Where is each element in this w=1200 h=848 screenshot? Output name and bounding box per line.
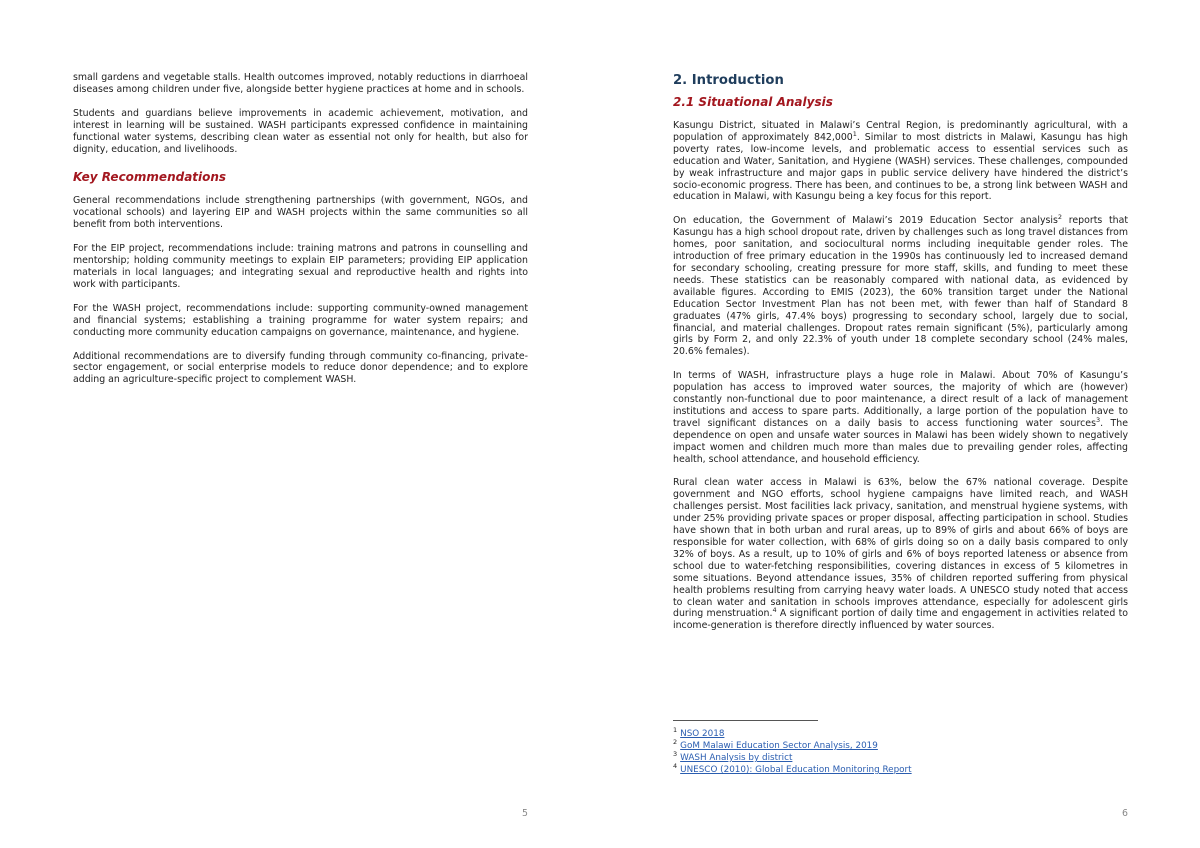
footnote-divider [673, 720, 818, 721]
footnote-number: 4 [673, 762, 678, 771]
text-run: In terms of WASH, infrastructure plays a huge role in Malawi. About 70% of Kasungu’s population has access to improved water sources, the majority of which are (however) constantly non-functional due to poor maintenance, a direct result of a lack of management institutions and access to spare parts. Additionally, a large portion of the population have to travel significant distances on a daily basis to access functioning water sources [673, 370, 1128, 429]
paragraph [673, 120, 1128, 203]
paragraph: small gardens and vegetable stalls. Health outcomes improved, notably reductions in diarrhoeal diseases among children under five, alongside better hygiene practices at home and in schools. [73, 72, 528, 95]
text-run: reports that Kasungu has a high school dropout rate, driven by challenges such as long travel distances from homes, poor sanitation, and sociocultural norms including inequitable gender roles. The introduction of free primary education in the 1990s has continuously led to increased demand for secondary schooling, creating pressure for more staff, skills, and funding to meet these needs. These statistics can be reasonably compared with national data, as evidenced by available figures. According to EMIS (2023), the 60% transition target under the National Education Sector Investment Plan has not been met, with fewer than half of Standard 8 graduates (47% girls, 47.4% boys) progressing to secondary school, largely due to social, financial, and material challenges. Dropout rates remain significant (5%), particularly among girls by Form 2, and only 22.3% of youth under 18 complete secondary school (24% males, 20.6% females). [673, 215, 1128, 358]
paragraph: For the EIP project, recommendations include: training matrons and patrons in counselling and mentorship; holding community meetings to explain EIP parameters; providing EIP application materials in local languages; and integrating sexual and reproductive health and rights into work with participants. [73, 243, 528, 290]
footnote [673, 764, 1128, 776]
paragraph [673, 477, 1128, 632]
page-number: 5 [522, 808, 528, 819]
subsection-heading: 2.1 Situational Analysis [673, 95, 833, 109]
footnote [673, 752, 1128, 764]
footnote-ref[interactable]: 3 [1095, 415, 1101, 424]
footnote-link[interactable]: NSO 2018 [680, 729, 725, 739]
text-run: Kasungu District, situated in Malawi’s Central Region, is predominantly agricultural, with a population of approximately 842,000 [673, 120, 1128, 143]
footnote-ref[interactable]: 2 [1057, 213, 1063, 222]
footnote-number: 2 [673, 738, 678, 747]
page-6 [600, 0, 1200, 848]
section-heading: 2. Introduction [673, 73, 784, 88]
text-run: On education, the Government of Malawi’s 2019 Education Sector analysis [673, 215, 1058, 227]
paragraph [673, 215, 1128, 358]
text-run: . The dependence on open and unsafe water sources in Malawi has been widely shown to negatively impact women and children much more than males due to prevailing gender roles, affecting health, school attendance, and household efficiency. [673, 417, 1128, 465]
paragraph: Students and guardians believe improvements in academic achievement, motivation, and interest in learning will be sustained. WASH participants expressed confidence in maintaining functional water systems, describing clean water as essential not only for health, but also for dignity, education, and livelihoods. [73, 107, 528, 155]
footnote-link[interactable]: UNESCO (2010): Global Education Monitoring Report [680, 765, 912, 775]
footnote-ref[interactable]: 4 [772, 606, 777, 615]
key-recommendations-heading: Key Recommendations [73, 170, 227, 185]
footnote-link[interactable]: GoM Malawi Education Sector Analysis, 2019 [680, 741, 878, 751]
footnote-number: 1 [673, 726, 678, 735]
footnote-number: 3 [673, 750, 678, 759]
page-number: 6 [1122, 808, 1128, 819]
footnote-ref[interactable]: 1 [852, 129, 857, 138]
text-run: A significant portion of daily time and engagement in activities related to income-generation is therefore directly influenced by water sources. [673, 608, 1129, 632]
right-column [673, 72, 1128, 644]
paragraph: For the WASH project, recommendations include: supporting community-owned management and financial systems; establishing a training programme for water system repairs; and conducting more community education campaigns on governance, maintenance, and hygiene. [73, 302, 528, 338]
footnotes [673, 728, 1128, 776]
paragraph: Additional recommendations are to diversify funding through community co-financing, private-sector engagement, or social enterprise models to reduce donor dependence; and to explore adding an agriculture-specific project to complement WASH. [73, 350, 528, 386]
text-run: Rural clean water access in Malawi is 63%, below the 67% national coverage. Despite government and NGO efforts, school hygiene campaigns have limited reach, and WASH challenges persist. Most facilities lack privacy, sanitation, and menstrual hygiene systems, with under 25% providing private spaces or proper disposal, affecting participation in school. Studies have shown that in both urban and rural areas, up to 89% of girls and about 66% of boys are responsible for water collection, with 68% of girls doing so on a daily basis compared to only 32% of boys. As a result, up to 10% of girls and 6% of boys reported lateness or absence from school due to water-fetching responsibilities, covering distances in excess of 5 kilometres in some situations. Beyond attendance issues, 35% of children reported suffering from physical health problems resulting from carrying heavy water loads. A UNESCO study noted that access to clean water and sanitation in schools improves attendance, especially for adolescent girls during menstruation. [673, 477, 1128, 620]
footnote [673, 728, 1128, 740]
footnote-link[interactable]: WASH Analysis by district [680, 753, 793, 763]
left-column [73, 72, 528, 398]
text-run: . Similar to most districts in Malawi, Kasungu has high poverty rates, low-income levels, and problematic access to essential services such as education and Water, Sanitation, and Hygiene (WASH) services. These challenges, compounded by weak infrastructure and major gaps in public service delivery have hindered the district’s socio-economic progress. There has been, and continues to be, a strong link between WASH and education in Malawi, with Kasungu being a key focus for this report. [673, 131, 1128, 203]
paragraph [673, 370, 1128, 465]
paragraph: General recommendations include strengthening partnerships (with government, NGOs, and vocational schools) and layering EIP and WASH projects within the same communities so all benefit from both interventions. [73, 195, 528, 231]
footnote [673, 740, 1128, 752]
